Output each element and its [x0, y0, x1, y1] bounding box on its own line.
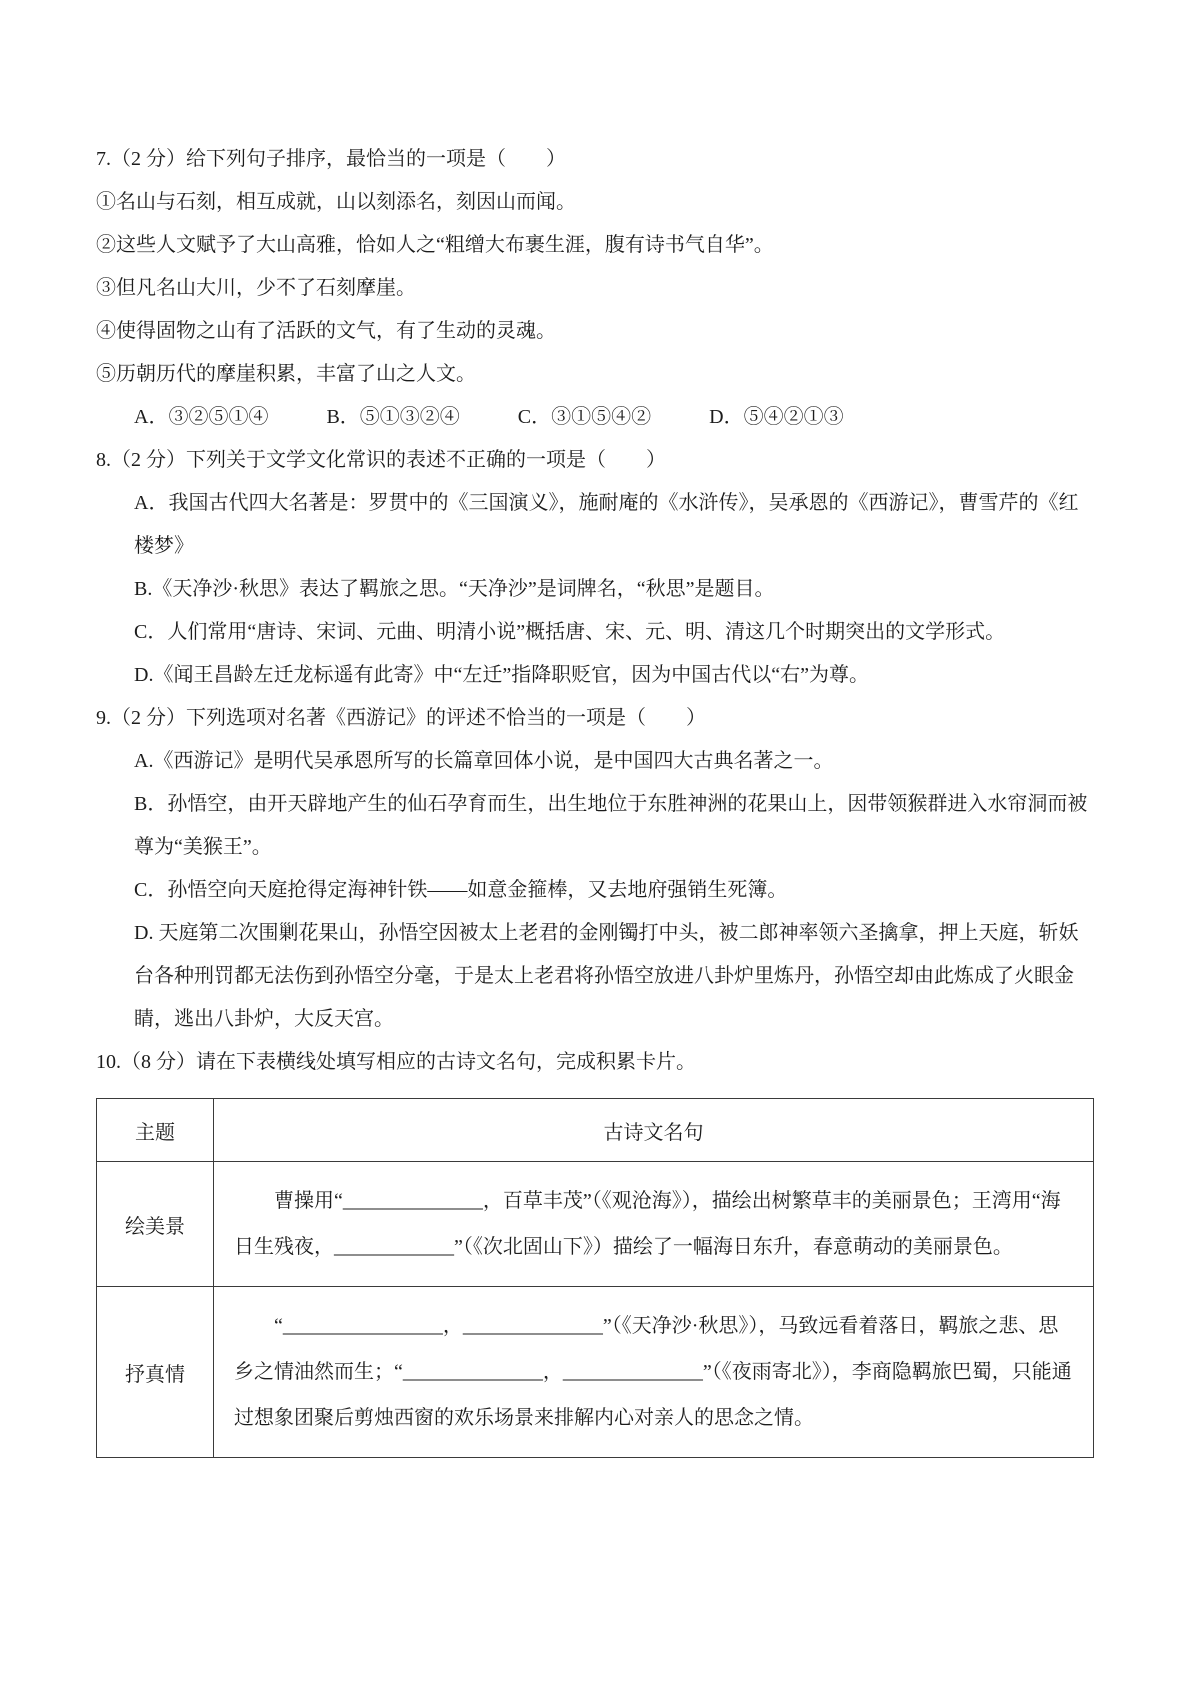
- question-7-stem: 7.（2 分）给下列句子排序，最恰当的一项是（ ）: [96, 148, 566, 170]
- theme-cell-scenery: 绘美景: [97, 1162, 214, 1287]
- question-8-option-a: A．我国古代四大名著是：罗贯中的《三国演义》，施耐庵的《水浒传》，吴承恩的《西游记》，曹雪芹的《红楼梦》: [134, 492, 1079, 557]
- question-8-stem: 8.（2 分）下列关于文学文化常识的表述不正确的一项是（ ）: [96, 449, 666, 471]
- content-cell-scenery: 曹操用“______________，百草丰茂”（《观沧海》），描绘出树繁草丰的美丽景色；王湾用“海日生残夜，____________”（《次北固山下》）描绘了一幅海日东升，春意萌动的美丽景色。: [214, 1162, 1094, 1287]
- question-9-option-c: C．孙悟空向天庭抢得定海神针铁——如意金箍棒，又去地府强销生死簿。: [134, 879, 788, 901]
- table-header-quotes: 古诗文名句: [214, 1099, 1094, 1162]
- question-7-option-d: D．⑤④②①③: [709, 406, 844, 428]
- sentence-1: ①名山与石刻，相互成就，山以刻添名，刻因山而闻。: [96, 191, 576, 213]
- content-cell-emotion: “________________，______________”（《天净沙·秋思》），马致远看着落日，羁旅之悲、思乡之情油然而生；“______________，______________”（《夜雨寄北》），李商隐羁旅巴蜀，只能通过想象团聚后剪烛西窗的欢乐场景来排解内心对亲人的思念之情。: [214, 1287, 1094, 1458]
- question-9-option-b: B．孙悟空，由开天辟地产生的仙石孕育而生，出生地位于东胜神洲的花果山上，因带领猴群进入水帘洞而被尊为“美猴王”。: [134, 793, 1088, 858]
- sentence-3: ③但凡名山大川，少不了石刻摩崖。: [96, 277, 416, 299]
- table-header-row: [97, 1099, 1094, 1162]
- question-8-option-c: C．人们常用“唐诗、宋词、元曲、明清小说”概括唐、宋、元、明、清这几个时期突出的文学形式。: [134, 621, 1006, 643]
- table-row-scenery: [97, 1162, 1094, 1287]
- table-header-theme: 主题: [97, 1099, 214, 1162]
- sentence-2: ②这些人文赋予了大山高雅，恰如人之“粗缯大布裹生涯，腹有诗书气自华”。: [96, 234, 774, 256]
- question-8-option-d: D.《闻王昌龄左迁龙标遥有此寄》中“左迁”指降职贬官，因为中国古代以“右”为尊。: [134, 664, 869, 686]
- question-8-option-b: B.《天净沙·秋思》表达了羁旅之思。“天净沙”是词牌名，“秋思”是题目。: [134, 578, 775, 600]
- sentence-5: ⑤历朝历代的摩崖积累，丰富了山之人文。: [96, 363, 476, 385]
- question-7-option-c: C．③①⑤④②: [517, 406, 652, 428]
- sentence-4: ④使得固物之山有了活跃的文气，有了生动的灵魂。: [96, 320, 556, 342]
- question-10: [96, 1041, 1094, 1458]
- question-8: [96, 439, 1094, 697]
- table-row-emotion: [97, 1287, 1094, 1458]
- question-7-option-a: A．③②⑤①④: [134, 406, 269, 428]
- question-9-option-d: D. 天庭第二次围剿花果山，孙悟空因被太上老君的金刚镯打中头，被二郎神率领六圣擒拿，押上天庭，斩妖台各种刑罚都无法伤到孙悟空分毫，于是太上老君将孙悟空放进八卦炉里炼丹，孙悟空却由此炼成了火眼金睛，逃出八卦炉，大反天宫。: [134, 922, 1079, 1030]
- question-9: [96, 697, 1094, 1041]
- question-7-option-b: B．⑤①③②④: [326, 406, 460, 428]
- question-7-options-row: [134, 396, 1094, 439]
- question-9-option-a: A.《西游记》是明代吴承恩所写的长篇章回体小说，是中国四大古典名著之一。: [134, 750, 834, 772]
- accumulation-card-table: [96, 1098, 1094, 1458]
- question-7: [96, 138, 1094, 439]
- question-9-stem: 9.（2 分）下列选项对名著《西游记》的评述不恰当的一项是（ ）: [96, 707, 706, 729]
- question-10-stem: 10.（8 分）请在下表横线处填写相应的古诗文名句，完成积累卡片。: [96, 1051, 696, 1073]
- theme-cell-emotion: 抒真情: [97, 1287, 214, 1458]
